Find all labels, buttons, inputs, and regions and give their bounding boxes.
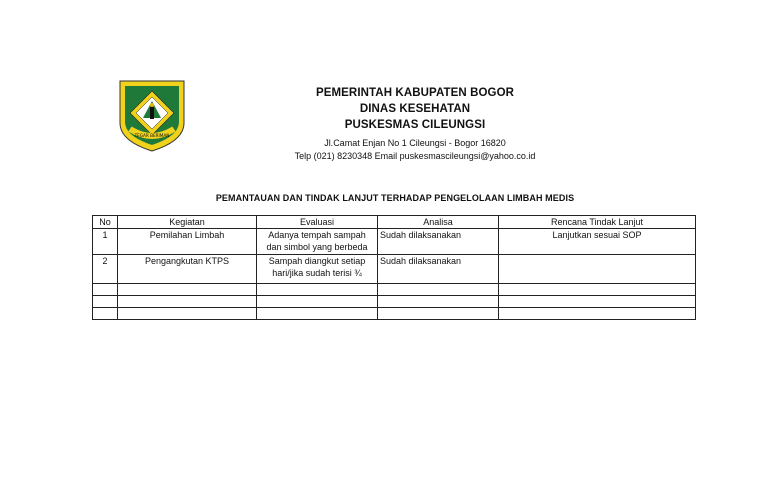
- cell-rencana: Lanjutkan sesuai SOP: [499, 229, 696, 255]
- cell-empty: [257, 284, 378, 296]
- cell-empty: [257, 296, 378, 308]
- cell-empty: [118, 284, 257, 296]
- cell-empty: [118, 296, 257, 308]
- header-rencana: Rencana Tindak Lanjut: [499, 216, 696, 229]
- letterhead: [290, 85, 540, 163]
- institution-name: PUSKESMAS CILEUNGSI: [344, 119, 486, 131]
- table-header-row: [93, 216, 696, 229]
- address-line: Jl.Camat Enjan No 1 Cileungsi - Bogor 16820: [324, 138, 506, 148]
- header-evaluasi: Evaluasi: [257, 216, 378, 229]
- coat-of-arms-icon: [118, 79, 186, 153]
- cell-empty: [93, 308, 118, 320]
- monitoring-table: [92, 215, 696, 320]
- table-row: [93, 296, 696, 308]
- cell-empty: [499, 308, 696, 320]
- cell-evaluasi: [257, 255, 378, 284]
- bogor-regency-logo: [118, 79, 186, 153]
- cell-kegiatan: Pengangkutan KTPS: [118, 255, 257, 284]
- government-name: PEMERINTAH KABUPATEN BOGOR: [315, 87, 515, 99]
- cell-empty: [378, 308, 499, 320]
- header-kegiatan: Kegiatan: [118, 216, 257, 229]
- cell-no: 2: [93, 255, 118, 284]
- evaluasi-line: Sampah diangkut setiap: [268, 256, 366, 266]
- cell-evaluasi: [257, 229, 378, 255]
- contact-line: Telp (021) 8230348 Email puskesmascileungsi@yahoo.co.id: [294, 151, 536, 161]
- agency-name: DINAS KESEHATAN: [359, 103, 471, 115]
- cell-empty: [499, 284, 696, 296]
- cell-empty: [93, 284, 118, 296]
- cell-empty: [93, 296, 118, 308]
- evaluasi-line: dan simbol yang berbeda: [266, 242, 368, 252]
- cell-analisa: Sudah dilaksanakan: [378, 229, 499, 255]
- table-row: [93, 308, 696, 320]
- cell-empty: [378, 296, 499, 308]
- cell-empty: [499, 296, 696, 308]
- evaluasi-line: Adanya tempah sampah: [268, 230, 366, 240]
- header-no: No: [93, 216, 118, 229]
- logo-motto: TEGAR BERIMAN: [134, 133, 170, 138]
- cell-empty: [257, 308, 378, 320]
- cell-rencana: [499, 255, 696, 284]
- evaluasi-line: hari/jika sudah terisi ¾: [272, 268, 362, 278]
- table-row: [93, 284, 696, 296]
- cell-no: 1: [93, 229, 118, 255]
- cell-empty: [378, 284, 499, 296]
- header-analisa: Analisa: [378, 216, 499, 229]
- cell-empty: [118, 308, 257, 320]
- document-title: PEMANTAUAN DAN TINDAK LANJUT TERHADAP PENGELOLAAN LIMBAH MEDIS: [215, 193, 575, 203]
- table-row: [93, 255, 696, 284]
- cell-analisa: Sudah dilaksanakan: [378, 255, 499, 284]
- cell-kegiatan: Pemilahan Limbah: [118, 229, 257, 255]
- table-row: [93, 229, 696, 255]
